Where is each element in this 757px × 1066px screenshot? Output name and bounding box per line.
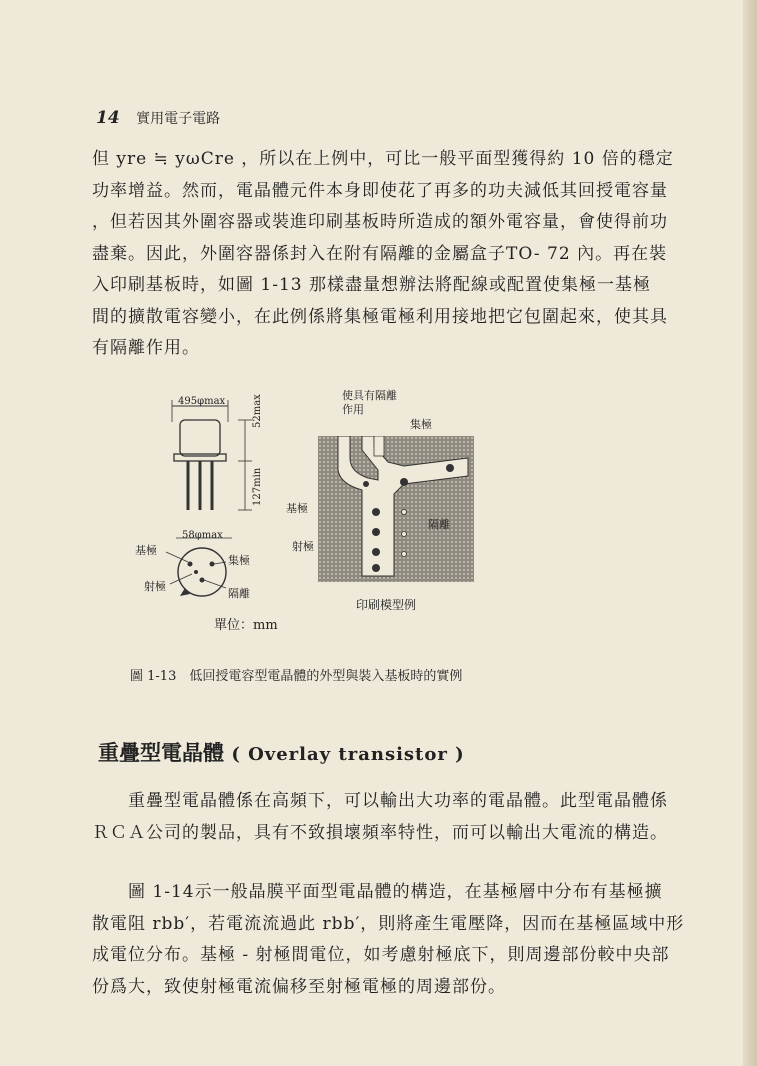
para2-line: 重疊型電晶體係在高頻下，可以輸出大功率的電晶體。此型電晶體係 xyxy=(92,791,668,811)
para3-line: 散電阻 rbb′，若電流流過此 rbb′，則將產生電壓降，因而在基極區域中形 xyxy=(92,913,685,934)
section-title-zh: 重疊型電晶體 xyxy=(98,740,224,765)
paragraph-3 xyxy=(92,877,688,1003)
pcb-label-emitter: 射極 xyxy=(292,540,314,553)
book-title: 實用電子電路 xyxy=(136,111,221,127)
pcb-label-isolation: 隔離 xyxy=(428,518,450,531)
label-emitter: 射極 xyxy=(144,580,166,593)
figure-caption: 圖 1-13 低回授電容型電晶體的外型與裝入基板時的實例 xyxy=(130,669,463,684)
dim-pin-circle-label: 58φmax xyxy=(182,530,223,541)
section-title xyxy=(98,737,465,767)
para1-line: 功率增益。然而，電晶體元件本身即使花了再多的功夫減低其回授電容量 xyxy=(92,180,668,201)
page-edge xyxy=(743,0,757,1066)
pcb-caption: 印刷模型例 xyxy=(356,598,417,612)
dim-lead-label: 127min xyxy=(252,467,263,506)
pcb-label-collector: 集極 xyxy=(410,418,432,431)
label-base: 基極 xyxy=(135,544,157,557)
dim-height-label: 52max xyxy=(252,394,263,428)
unit-label: 單位：mm xyxy=(214,618,278,633)
para1-line: 有隔離作用。 xyxy=(92,338,200,358)
pcb-pattern-figure xyxy=(318,436,478,586)
paragraph-2 xyxy=(92,786,688,849)
para1-line: 盡棄。因此，外圍容器係封入在附有隔離的金屬盒子TO- 72 內。再在裝 xyxy=(92,243,668,264)
para3-line: 成電位分布。基極 - 射極間電位，如考慮射極底下，則周邊部份較中央部 xyxy=(92,945,670,965)
para3-line: 份爲大，致使射極電流偏移至射極電極的周邊部份。 xyxy=(92,976,506,997)
page-number: 14 xyxy=(96,108,120,128)
para1-line: ，但若因其外圍容器或裝進印刷基板時所造成的額外電容量，會使得前功 xyxy=(92,212,668,232)
transistor-outline-figure xyxy=(130,392,300,632)
label-shield: 隔離 xyxy=(228,587,250,600)
para3-line: 圖 1-14示一般晶膜平面型電晶體的構造，在基極層中分布有基極擴 xyxy=(92,882,663,902)
dim-width-label: 495φmax xyxy=(178,396,226,407)
paragraph-1 xyxy=(92,144,688,365)
pcb-label-shield-use: 使具有隔離作用 xyxy=(342,389,397,416)
para1-line: 間的擴散電容變小，在此例係將集極電極利用接地把它包圍起來，使其具 xyxy=(92,306,668,327)
para1-line: 但 yre ≒ yωCre ，所以在上例中，可比一般平面型獲得約 10 倍的穩定 xyxy=(92,149,674,169)
page-header xyxy=(96,108,220,128)
para2-line: ＲＣＡ公司的製品，具有不致損壞頻率特性，而可以輸出大電流的構造。 xyxy=(92,822,668,843)
pcb-label-base: 基極 xyxy=(286,502,308,515)
para1-line: 入印刷基板時，如圖 1-13 那樣盡量想辦法將配線或配置使集極一基極 xyxy=(92,275,651,295)
section-title-en: ( Overlay transistor ) xyxy=(231,744,465,765)
label-collector: 集極 xyxy=(228,554,250,567)
